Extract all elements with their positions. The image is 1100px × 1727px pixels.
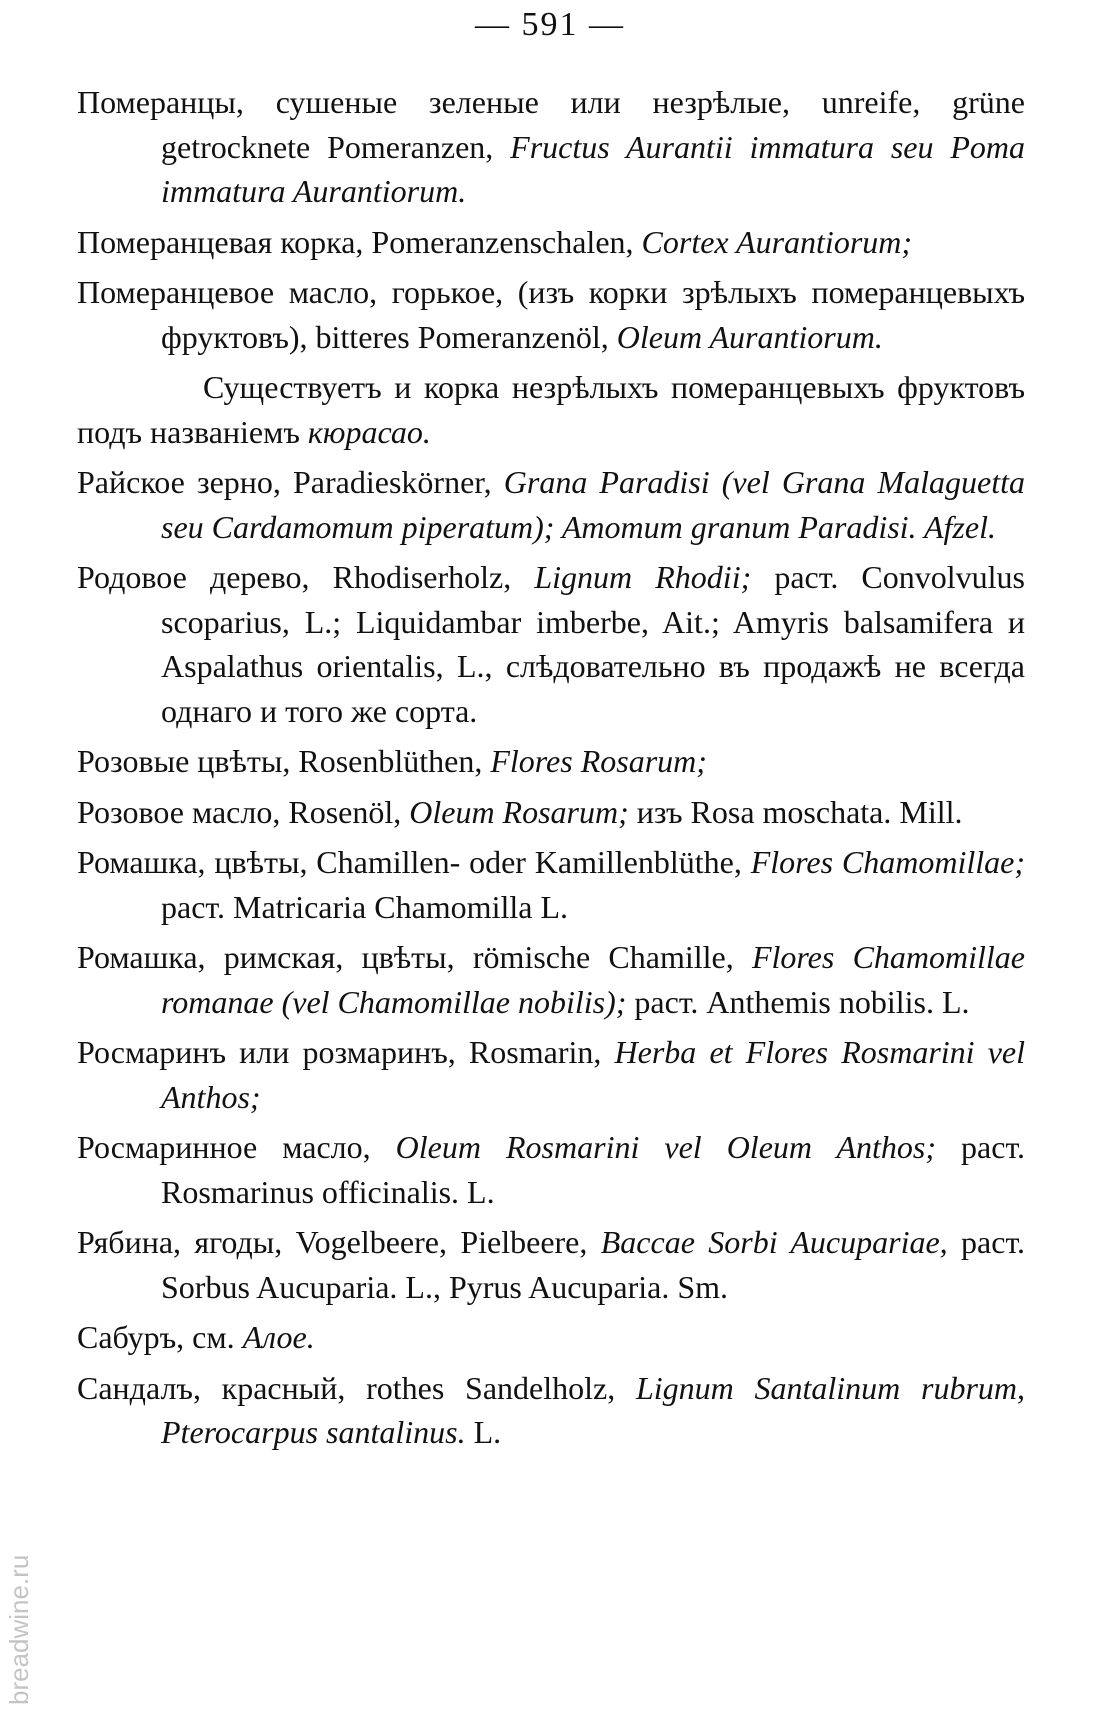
entry-text: Родовое дерево, Rhodiserholz, xyxy=(77,559,535,595)
entry-text: Померанцевое масло, горькое, (изъ корки зрѣлыхъ померанцевыхъ фруктовъ), bitteres Pomeranzenöl, xyxy=(77,274,1025,355)
entry-latin: Oleum Rosmarini vel Oleum Anthos; xyxy=(395,1129,937,1165)
entry-sandal xyxy=(77,1366,1025,1455)
site-watermark: breadwine.ru xyxy=(4,1554,34,1705)
entry-text: Райское зерно, Paradieskörner, xyxy=(77,464,504,500)
entry-pomerantsevaya-korka xyxy=(77,220,1025,265)
entry-rosmarinnoe-maslo xyxy=(77,1125,1025,1214)
entry-tail: изъ Rosa moschata. Mill. xyxy=(628,793,963,830)
entry-latin: кюрасао. xyxy=(307,413,431,450)
entry-text: Померанцы, сушеные зеленые или незрѣлые, unreife, grüne getrocknete Pomeranzen, xyxy=(77,84,1025,165)
entry-latin: Flores Chamomillae romanae (vel Chamomillae nobilis); xyxy=(161,939,1025,1020)
entry-latin: Herba et Flores Rosmarini vel Anthos; xyxy=(161,1034,1026,1115)
entry-pomerantsevoe-maslo xyxy=(77,270,1025,359)
entry-pomerantsy xyxy=(77,80,1025,214)
entry-text: Росмаринъ или розмаринъ, Rosmarin, xyxy=(77,1034,615,1070)
page-number: — 591 — xyxy=(475,6,625,43)
entry-tail: раст. Anthemis nobilis. L. xyxy=(626,983,970,1020)
entry-text: Сабуръ, см. xyxy=(77,1319,243,1355)
entry-tail: L. xyxy=(465,1414,502,1450)
entry-tail: раст. Sorbus Aucuparia. L., Pyrus Aucuparia. Sm. xyxy=(161,1224,1026,1305)
entry-rozovye-tsvety xyxy=(77,739,1025,784)
entry-latin: Flores Chamomillae; xyxy=(750,844,1026,880)
entry-text: Росмаринное масло, xyxy=(77,1129,396,1165)
entry-rayskoe-zerno xyxy=(77,460,1025,549)
entry-tail: раст. Matricaria Chamomilla L. xyxy=(161,888,568,925)
entry-latin: Flores Rosarum; xyxy=(490,743,707,779)
entry-sabur xyxy=(77,1315,1025,1360)
entry-text: Сандалъ, красный, rothes Sandelholz, xyxy=(77,1369,636,1406)
entry-latin: Grana Paradisi (vel Grana Malaguetta seu Cardamomum piperatum); Amomum granum Paradisi. Afzel. xyxy=(161,464,1026,545)
page-content xyxy=(77,80,1025,1461)
entry-rozovoe-maslo xyxy=(77,790,1025,835)
entry-latin: Lignum Santalinum rubrum, Pterocarpus santalinus. xyxy=(161,1369,1025,1450)
entry-latin: Cortex Aurantiorum; xyxy=(641,223,913,260)
entry-text: Розовые цвѣты, Rosenblüthen, xyxy=(77,743,491,779)
entry-romashka-rimskaya xyxy=(77,935,1025,1024)
entry-latin: Baccae Sorbi Aucupariae, xyxy=(600,1224,948,1260)
entry-rodovoe-derevo xyxy=(77,555,1025,733)
entry-text: Розовое масло, Rosenöl, xyxy=(77,793,410,830)
entry-rosmarin xyxy=(77,1030,1025,1119)
entry-text: Ромашка, римская, цвѣты, römische Chamille, xyxy=(77,939,752,975)
entry-text: Ромашка, цвѣты, Chamillen- oder Kamillenblüthe, xyxy=(77,844,751,880)
entry-text: Рябина, ягоды, Vogelbeere, Pielbeere, xyxy=(77,1224,601,1260)
entry-romashka xyxy=(77,840,1025,929)
entry-tail: раст. Rosmarinus officinalis. L. xyxy=(161,1129,1026,1210)
entry-latin: Oleum Rosarum; xyxy=(409,793,629,830)
entry-note-kyurasao xyxy=(77,365,1025,454)
entry-text: Существуетъ и корка незрѣлыхъ померанцевыхъ фруктовъ подъ названіемъ xyxy=(77,369,1025,450)
entry-text: Померанцевая корка, Pomeranzenschalen, xyxy=(77,223,642,260)
entry-tail: раст. Convolvulus scoparius, L.; Liquidambar imberbe, Ait.; Amyris balsamifera и Aspalathus orientalis, L., слѣдовательно въ продажѣ не всегда однаго и того же сорта. xyxy=(161,559,1026,729)
entry-ryabina xyxy=(77,1220,1025,1309)
entry-latin: Lignum Rhodii; xyxy=(534,559,752,595)
entry-latin: Oleum Aurantiorum. xyxy=(616,318,883,355)
entry-latin: Fructus Aurantii immatura seu Poma immatura Aurantiorum. xyxy=(161,128,1026,209)
entry-latin: Алое. xyxy=(242,1319,315,1355)
